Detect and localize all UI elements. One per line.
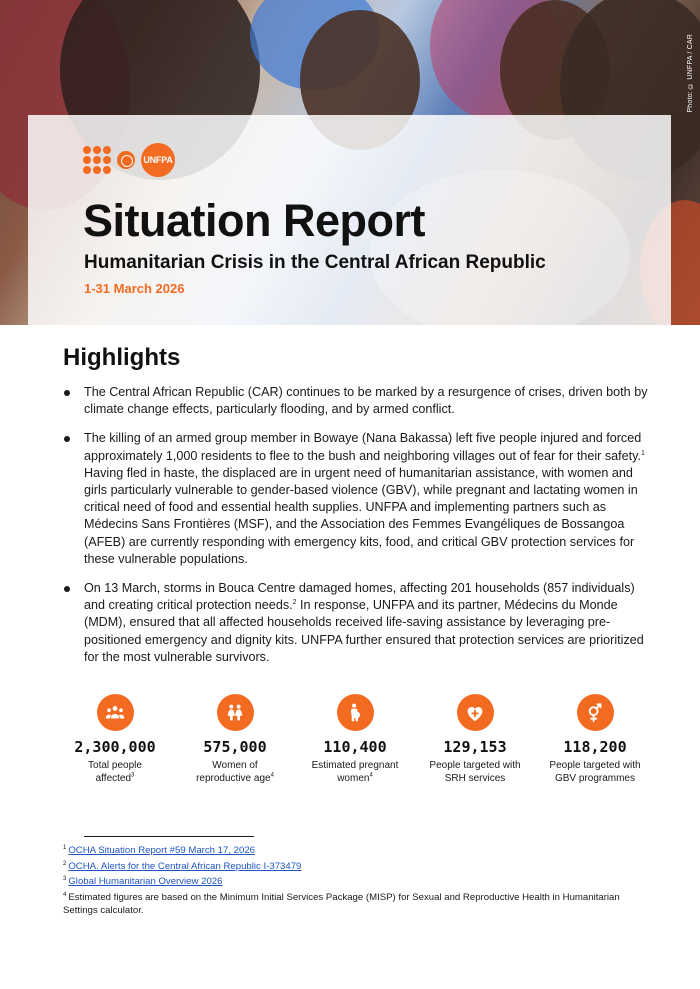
- page-subtitle: Humanitarian Crisis in the Central African Republic: [84, 252, 546, 273]
- stat-value: 110,400: [323, 738, 387, 756]
- footnote-item: $^1$ OCHA Situation Report #59 March 17, 2026: [63, 845, 255, 857]
- highlight-text: In response, UNFPA and its partner, Médecins du Monde (MDM), ensured that all affected households received life-saving assistance by leveraging pre-positioned emergency and dignity kits. UNFPA further ensured that protection services are prioritized for the most vulnerable survivors.: [84, 598, 644, 664]
- heart-plus-icon: [457, 694, 494, 731]
- pregnant-woman-icon: [337, 694, 374, 731]
- list-item: [63, 430, 648, 568]
- footnote-text: Estimated figures are based on the Minimum Initial Services Package (MISP) for Sexual and Reproductive Health in Humanitarian Settings calculator.: [63, 891, 620, 917]
- list-item: [63, 580, 648, 666]
- footnote-ref: 1: [641, 449, 645, 457]
- hero-photo-banner: [0, 0, 700, 325]
- footnote-link-gho[interactable]: Global Humanitarian Overview 2026: [68, 876, 223, 888]
- unfpa-logo: [83, 143, 175, 177]
- women-icon: [217, 694, 254, 731]
- stat-label: People targeted with SRH services: [429, 760, 521, 784]
- footnote-divider: [84, 836, 254, 837]
- title-panel: [28, 115, 671, 325]
- gender-symbol-icon: [577, 694, 614, 731]
- footnote-item: $^3$ Global Humanitarian Overview 2026: [63, 876, 223, 888]
- highlight-text: On 13 March, storms in Bouca Centre damaged homes, affecting 201 households (857 individuals) and creating critical protection needs.: [84, 581, 635, 613]
- unfpa-logo-mark: UNFPA: [141, 143, 175, 177]
- stat-label: Total people affected$^3$: [88, 760, 142, 784]
- report-date: 1-31 March 2026: [84, 281, 185, 296]
- photo-credit: Photo: © UNFPA / CAR: [687, 34, 694, 113]
- stat-srh-services: [415, 694, 535, 785]
- stat-gbv-programmes: [535, 694, 655, 785]
- page-title: Situation Report: [83, 195, 425, 246]
- footnote-link-ocha-alerts[interactable]: OCHA. Alerts for the Central African Republic I-373479: [68, 860, 302, 872]
- footnote-link-ocha-sitrep[interactable]: OCHA Situation Report #59 March 17, 2026: [68, 845, 255, 857]
- highlights-heading: Highlights: [63, 344, 181, 371]
- footnote-item: $^4$ Estimated figures are based on the Minimum Initial Services Package (MISP) for Sexual and Reproductive Health in Humanitarian Settings calculator.: [63, 891, 620, 917]
- highlight-text: Having fled in haste, the displaced are in urgent need of humanitarian assistance, with women and girls particularly vulnerable to gender-based violence (GBV), while pregnant and lactating women in critical need of food and essential health supplies. UNFPA and implementing partners such as Médecins Sans Frontières (MSF), and the Association des Femmes Evangéliques de Bossangoa (AFEB) are currently responding with emergency kits, food, and critical GBV protection services for these vulnerable populations.: [84, 465, 638, 566]
- group-icon: [97, 694, 134, 731]
- stat-total-affected: [55, 694, 175, 785]
- stat-label: Women of reproductive age$^4$: [196, 760, 274, 784]
- stat-value: 575,000: [203, 738, 267, 756]
- list-item: [63, 384, 648, 418]
- stat-label: Estimated pregnant women$^4$: [311, 760, 399, 784]
- key-figures: [55, 694, 655, 785]
- stat-label: People targeted with GBV programmes: [549, 760, 641, 784]
- stat-pregnant-women: [295, 694, 415, 785]
- highlight-text: The killing of an armed group member in Bowaye (Nana Bakassa) left five people injured and forced approximately 1,000 residents to flee to the bush and neighboring villages out of fear for their safety.: [84, 431, 642, 463]
- footnote-ref: 2: [292, 599, 297, 607]
- dots-mark-icon: [83, 146, 111, 174]
- highlights-list: [63, 384, 648, 678]
- footnotes: [63, 842, 648, 918]
- highlight-text: The Central African Republic (CAR) continues to be marked by a resurgence of crises, driven both by climate change effects, particularly flooding, and by armed conflict.: [84, 385, 648, 417]
- un-emblem-icon: [117, 151, 135, 169]
- footnote-item: $^2$ OCHA. Alerts for the Central African Republic I-373479: [63, 860, 302, 872]
- stat-value: 2,300,000: [74, 738, 156, 756]
- stat-women-reproductive-age: [175, 694, 295, 785]
- stat-value: 129,153: [443, 738, 507, 756]
- stat-value: 118,200: [563, 738, 627, 756]
